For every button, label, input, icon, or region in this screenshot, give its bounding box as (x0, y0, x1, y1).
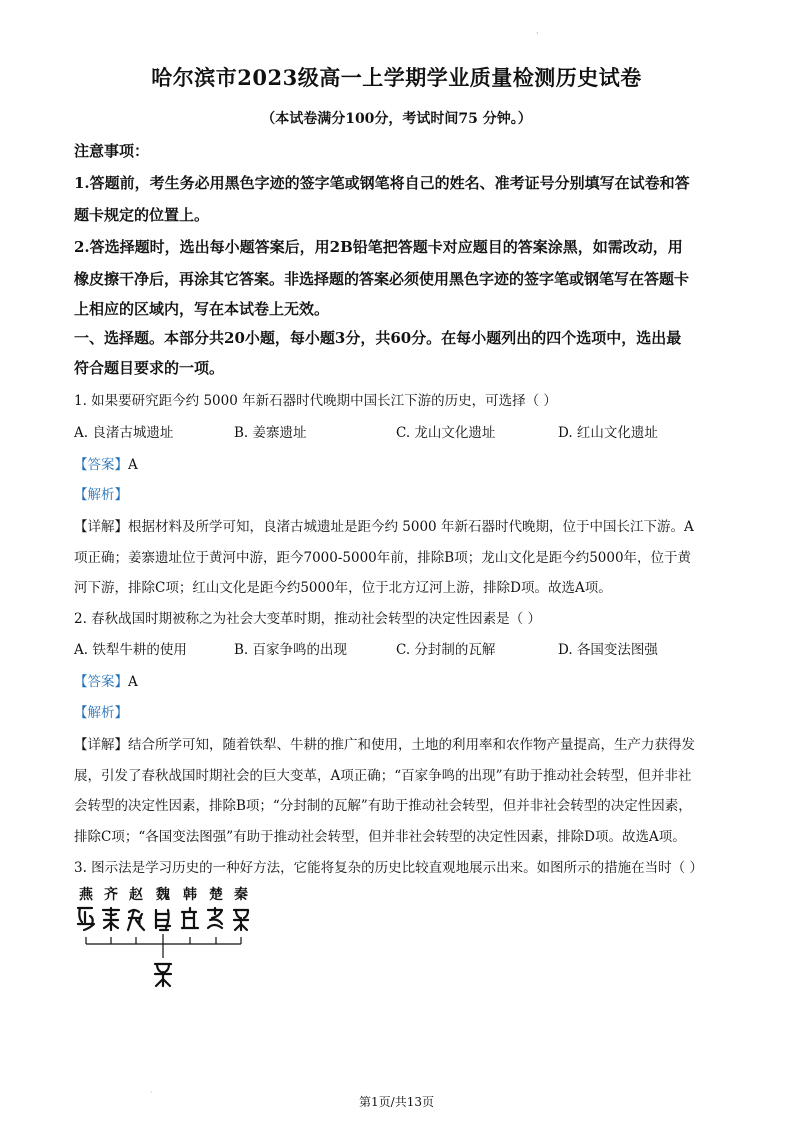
answer-tag: 【答案】 (74, 457, 128, 473)
notice-item-1-line-1: 1.答题前，考生务必用黑色字迹的签字笔或钢笔将自己的姓名、准考证号分别填写在试卷和答 (74, 174, 690, 192)
section-heading-line-2: 符合题目要求的一项。 (74, 359, 225, 377)
question-1-answer (74, 453, 138, 473)
page-subtitle: （本试卷满分100分，考试时间75 分钟。） (261, 111, 532, 127)
question-1-detail-line-2: 项正确；姜寨遗址位于黄河中游，距今7000-5000年前，排除B项；龙山文化是距今约5000年，位于黄 (74, 550, 692, 566)
detail-text: 根据材料及所学可知，良渚古城遗址是距今约 5000 年新石器时代晚期，位于中国长江下游。A (128, 519, 694, 535)
question-2-option-b: B. 百家争鸣的出现 (234, 642, 348, 658)
bottom-dot: · (150, 1088, 153, 1097)
answer-value: A (128, 457, 138, 473)
seal-glyph-wei (156, 910, 170, 930)
question-1-detail-line-3: 河下游，排除C项；红山文化是距今约5000年，位于北方辽河上游，排除D项。故选A项。 (74, 580, 612, 596)
question-2-option-c: C. 分封制的瓦解 (396, 642, 496, 658)
answer-tag: 【答案】 (74, 674, 128, 690)
state-label-qin: 秦 (234, 887, 248, 903)
seal-glyph-han (182, 908, 198, 928)
question-1-option-d: D. 红山文化遗址 (558, 425, 658, 441)
notice-item-2-line-2: 橡皮擦干净后，再涂其它答案。非选择题的答案必须使用黑色字迹的签字笔或钢笔写在答题卡 (74, 270, 690, 288)
state-label-qi: 齐 (104, 887, 118, 903)
detail-tag: 【详解】 (74, 519, 128, 535)
seal-glyph-zhao (128, 910, 144, 930)
unified-seal-glyph (155, 964, 171, 986)
question-2-detail-line-4: 排除C项；“各国变法图强”有助于推动社会转型，但并非社会转型的决定性因素，排除D项。故选A项。 (74, 829, 686, 845)
question-1-detail-line-1 (74, 515, 694, 535)
question-1-option-b: B. 姜寨遗址 (234, 425, 307, 441)
notice-heading: 注意事项： (74, 142, 150, 160)
seal-glyph-qin (234, 910, 248, 930)
state-label-chu: 楚 (209, 887, 223, 903)
state-label-wei: 魏 (156, 887, 170, 903)
top-dot: · (536, 29, 539, 38)
answer-value: A (128, 674, 138, 690)
question-1-option-c: C. 龙山文化遗址 (396, 425, 496, 441)
question-2-detail-line-1 (74, 733, 695, 753)
question-2-answer (74, 670, 138, 690)
question-2-detail-line-2: 展，引发了春秋战国时期社会的巨大变革，A项正确；“百家争鸣的出现”有助于推动社会转型，但并非社 (74, 768, 692, 784)
question-3-figure (72, 884, 262, 994)
state-label-yan: 燕 (79, 887, 93, 903)
question-2-option-d: D. 各国变法图强 (558, 642, 658, 658)
state-label-han: 韩 (183, 887, 197, 903)
seal-glyph-chu (208, 908, 222, 928)
question-2-analysis (74, 701, 128, 721)
page-title: 哈尔滨市2023级高一上学期学业质量检测历史试卷 (151, 65, 642, 90)
question-2-stem: 2. 春秋战国时期被称之为社会大变革时期，推动社会转型的决定性因素是（ ） (74, 611, 541, 627)
notice-item-2-line-1: 2.答选择题时，选出每小题答案后，用2B铅笔把答题卡对应题目的答案涂黑，如需改动，用 (74, 238, 683, 256)
notice-item-1-line-2: 题卡规定的位置上。 (74, 206, 210, 224)
section-heading-line-1: 一、选择题。本部分共20小题，每小题3分，共60分。在每小题列出的四个选项中，选出最 (74, 329, 682, 347)
question-2-option-a: A. 铁犁牛耕的使用 (74, 642, 187, 658)
page-footer: 第1页/共13页 (359, 1095, 434, 1109)
analysis-tag: 【解析】 (74, 487, 128, 503)
question-3-stem: 3. 图示法是学习历史的一种好方法，它能将复杂的历史比较直观地展示出来。如图所示的措施在当时（ ） (74, 860, 703, 876)
question-1-analysis (74, 483, 128, 503)
detail-text: 结合所学可知，随着铁犁、牛耕的推广和使用，土地的利用率和农作物产量提高，生产力获得发 (128, 737, 695, 753)
question-1-stem: 1. 如果要研究距今约 5000 年新石器时代晚期中国长江下游的历史，可选择（ ） (74, 393, 557, 409)
analysis-tag: 【解析】 (74, 705, 128, 721)
state-label-zhao: 赵 (129, 887, 143, 903)
seal-glyph-yan (78, 908, 94, 930)
seal-glyph-qi (103, 908, 119, 930)
detail-tag: 【详解】 (74, 737, 128, 753)
notice-item-2-line-3: 上相应的区域内，写在本试卷上无效。 (74, 300, 330, 318)
question-1-option-a: A. 良渚古城遗址 (74, 425, 174, 441)
question-2-detail-line-3: 会转型的决定性因素，排除B项；“分封制的瓦解”有助于推动社会转型，但并非社会转型的决定性因素， (74, 798, 692, 814)
unification-diagram (72, 884, 262, 994)
